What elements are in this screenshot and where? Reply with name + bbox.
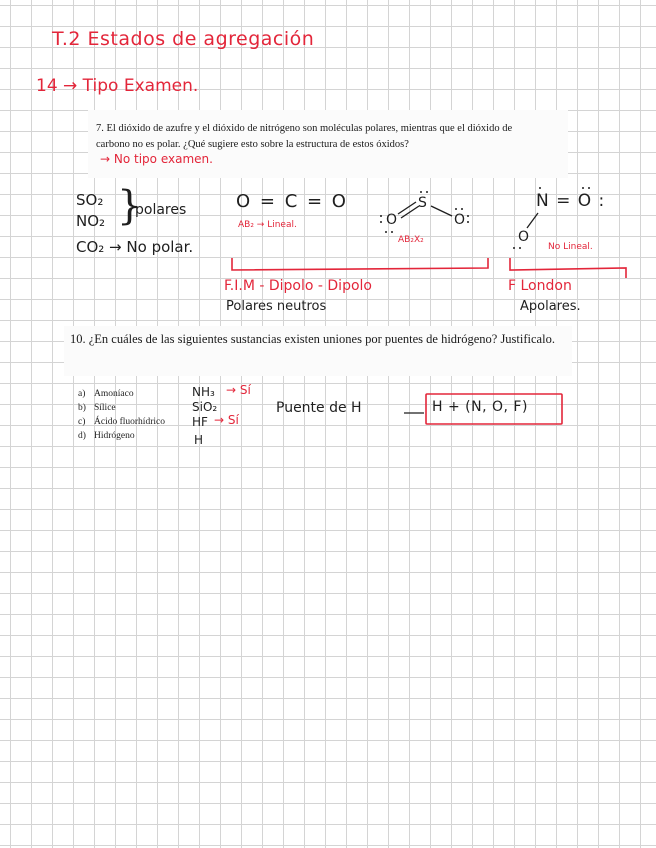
page-title: T.2 Estados de agregación [52, 28, 315, 50]
option-d-label: Hidrógeno [94, 431, 135, 441]
no2-lone-pairs [513, 187, 590, 249]
so2-formula: SO₂ [76, 191, 104, 209]
hydrogen-bridge-label: Puente de H [276, 400, 362, 416]
question-7-text: 7. El dióxido de azufre y el dióxido de nitrógeno son moléculas polares, mientras que el dióxido de carbono no es polar. ¿Qué sugiere esto sobre la estructura de estos óxidos? [96, 123, 513, 150]
so2-oxygen-right: O [454, 212, 466, 228]
option-c-label: Ácido fluorhídrico [94, 417, 165, 427]
so2-bonds [398, 202, 452, 218]
so2-lone-pairs [380, 191, 469, 233]
no2-bond [527, 213, 538, 228]
option-d-letter: d) [78, 431, 86, 441]
red-brackets [232, 258, 626, 278]
option-a-label: Amoníaco [94, 389, 134, 399]
question-10-text: 10. ¿En cuáles de las siguientes sustancias existen uniones por puentes de hidrógeno? Justificalo. [70, 332, 555, 346]
forces-dipole: F.I.M - Dipolo - Dipolo [224, 278, 372, 294]
polares-label: polares [135, 202, 187, 218]
no2-oxygen-atom: O [518, 229, 530, 245]
option-a-formula: NH₃ [192, 385, 215, 399]
option-a-answer: → Sí [226, 383, 251, 397]
question-7-note: → No tipo examen. [100, 152, 213, 166]
so2-oxygen-left: O [386, 212, 398, 228]
bridge-rule-box [426, 394, 562, 424]
no2-geometry: No Lineal. [548, 242, 593, 252]
apolar-label: Apolares. [520, 299, 581, 314]
option-b-label: Sílice [94, 403, 116, 413]
so2-sulfur-atom: S [418, 195, 427, 211]
option-b-formula: SiO₂ [192, 400, 218, 414]
option-c-letter: c) [78, 417, 86, 427]
no2-lewis-structure: N = O : [536, 191, 606, 211]
curly-brace: } [117, 183, 143, 229]
forces-london: F London [508, 278, 572, 294]
option-c-answer: → Sí [214, 413, 239, 427]
so2-geometry: AB₂X₂ [398, 235, 424, 245]
option-c-formula: HF [192, 415, 208, 429]
option-a-letter: a) [78, 389, 86, 399]
co2-lewis-structure: O = C = O [236, 191, 348, 212]
polar-neutral-label: Polares neutros [226, 299, 327, 314]
co2-nonpolar: CO₂ → No polar. [76, 238, 194, 256]
exam-type-heading: 14 → Tipo Examen. [36, 76, 199, 96]
no2-formula: NO₂ [76, 212, 106, 230]
co2-geometry: AB₂ → Lineal. [238, 220, 297, 230]
hydrogen-bridge-rule: H + (N, O, F) [432, 399, 528, 415]
option-b-letter: b) [78, 403, 86, 413]
option-d-formula: H [194, 433, 204, 447]
